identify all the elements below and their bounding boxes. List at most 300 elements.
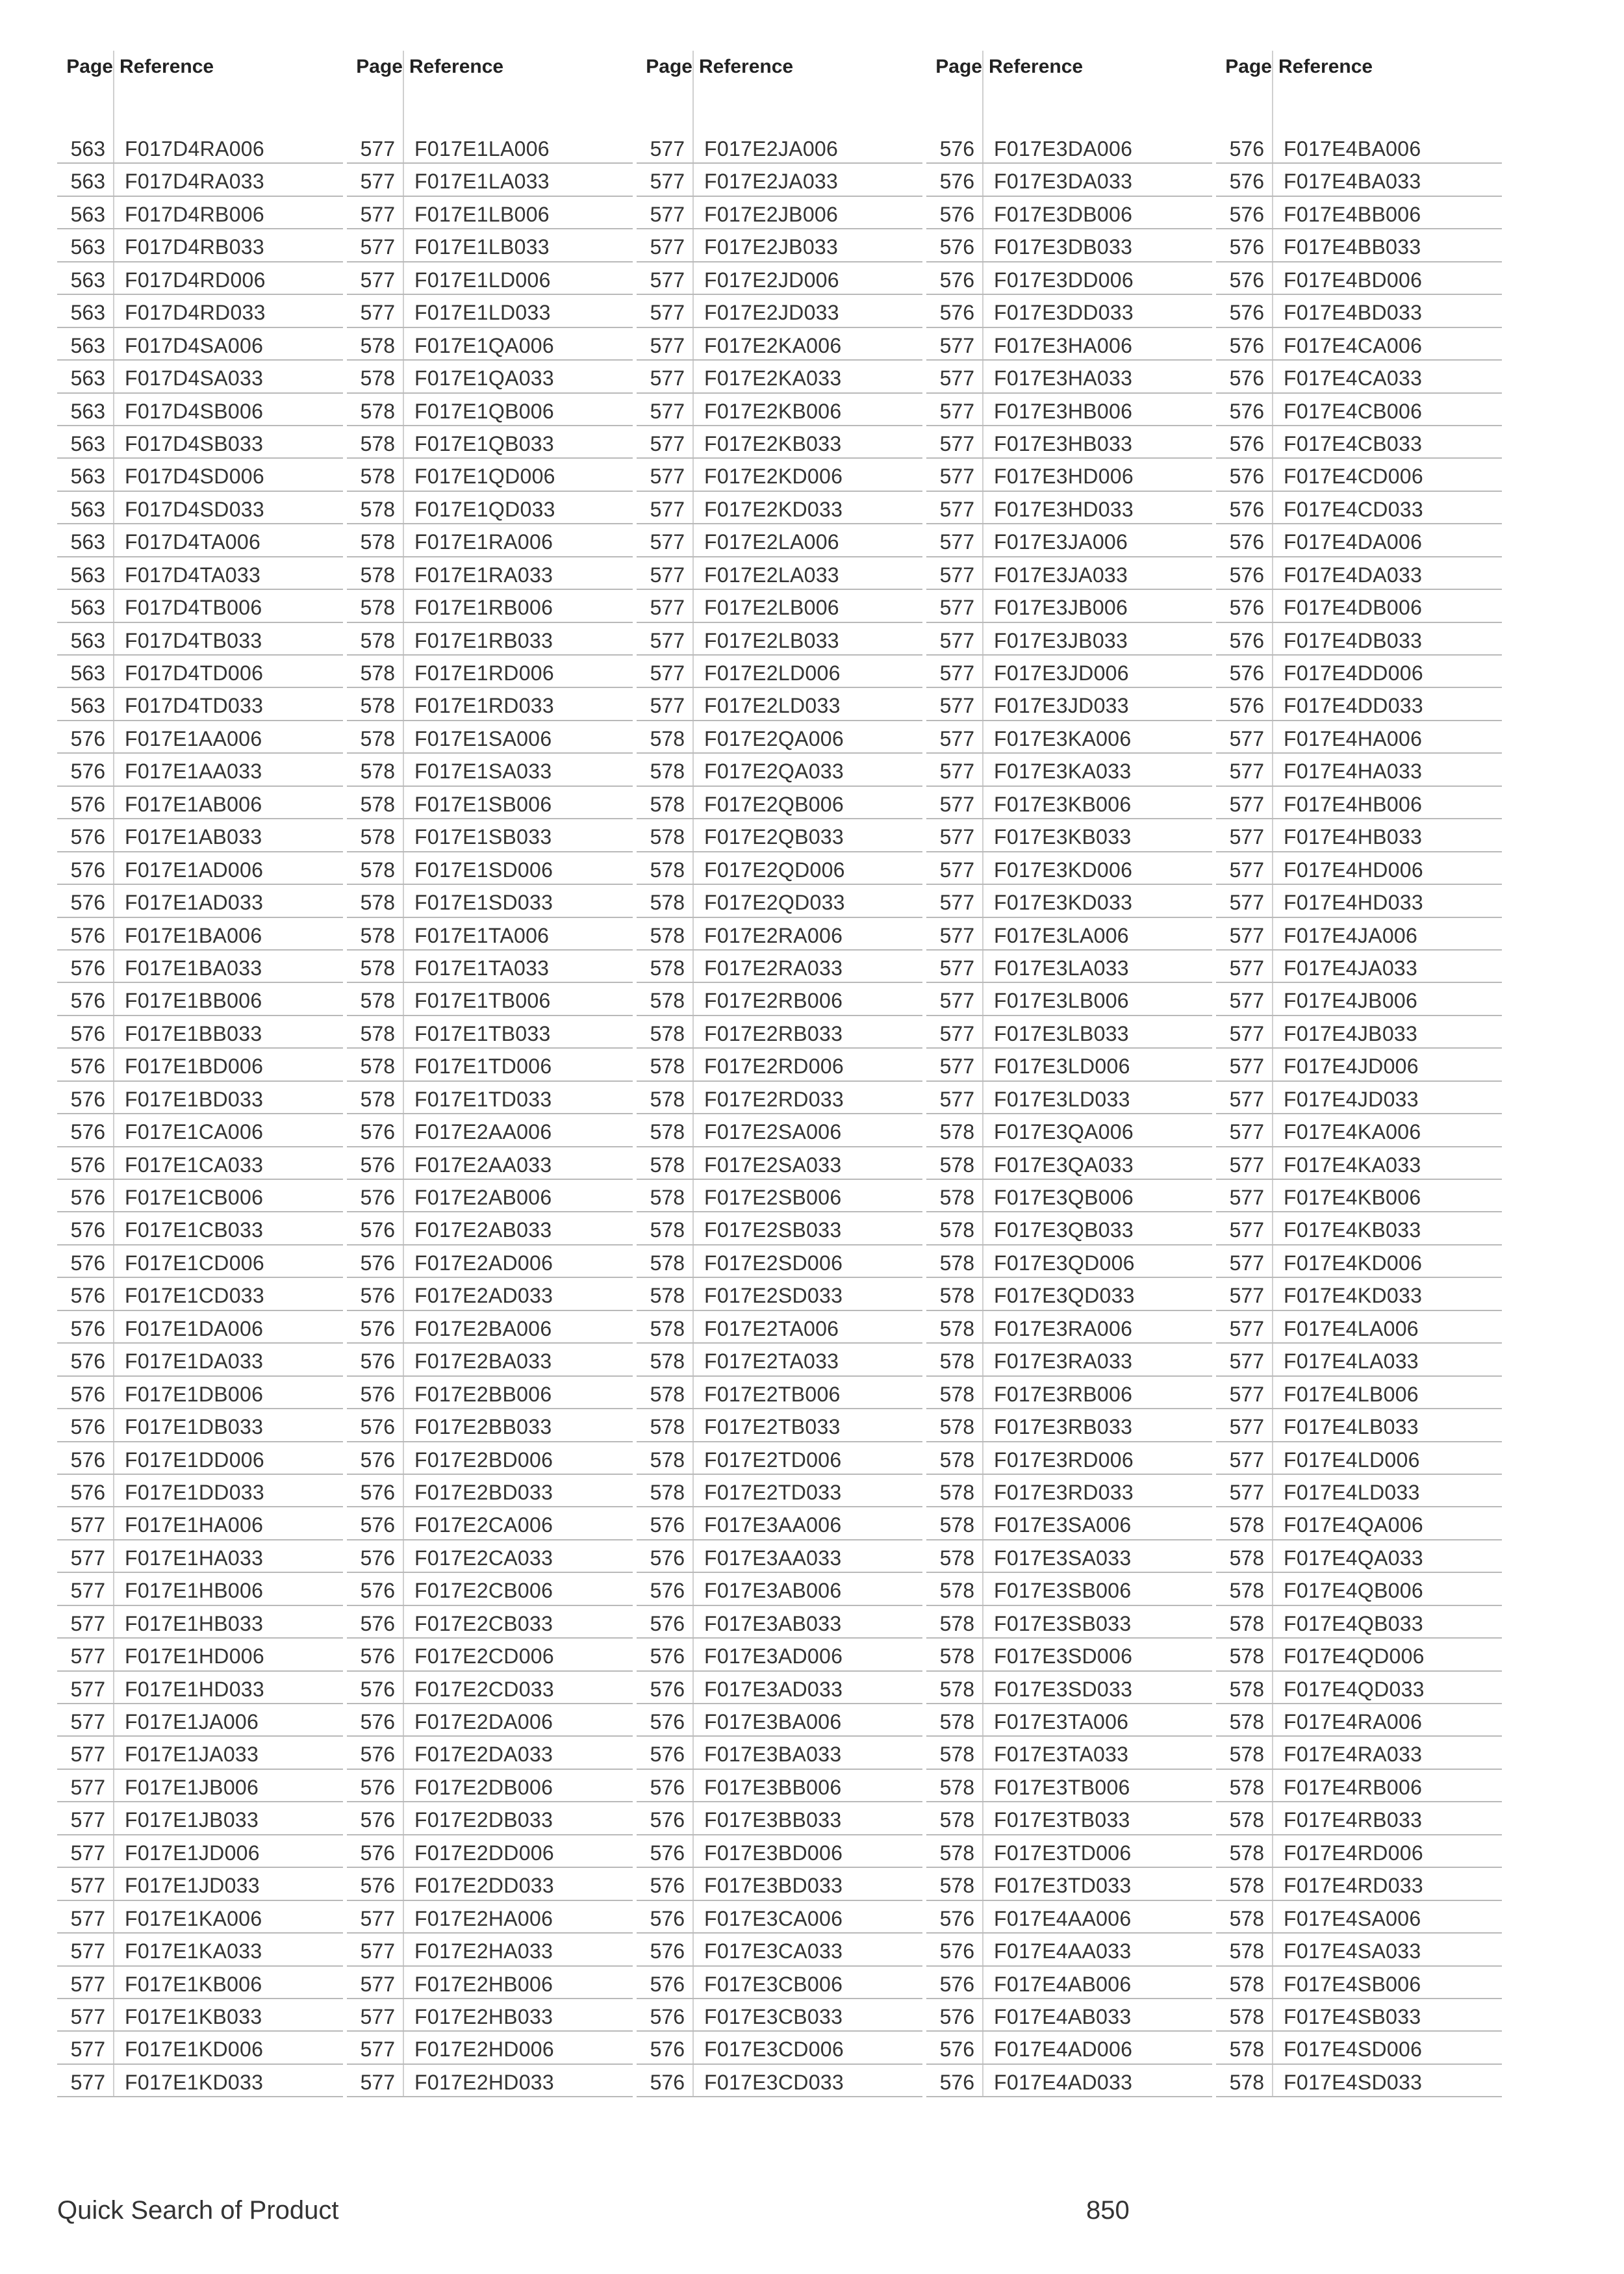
reference-cell: F017E2KA033 bbox=[704, 366, 842, 390]
table-row bbox=[57, 787, 343, 819]
reference-cell: F017E3KB006 bbox=[994, 792, 1132, 816]
row-divider bbox=[403, 1770, 404, 1801]
row-divider bbox=[982, 361, 983, 392]
reference-cell: F017E3RB033 bbox=[994, 1415, 1133, 1439]
table-row bbox=[637, 524, 922, 557]
table-row bbox=[926, 1934, 1212, 1966]
page-cell: 576 bbox=[70, 1153, 105, 1177]
page-cell: 576 bbox=[360, 1316, 395, 1340]
page-cell: 576 bbox=[360, 1218, 395, 1242]
table-row bbox=[1216, 754, 1502, 786]
page-cell: 577 bbox=[1229, 858, 1264, 882]
index-column bbox=[347, 51, 633, 2097]
table-row bbox=[926, 1672, 1212, 1704]
page-cell: 578 bbox=[650, 760, 685, 784]
table-row bbox=[637, 623, 922, 656]
page-cell: 577 bbox=[650, 137, 685, 160]
row-divider bbox=[692, 1901, 694, 1932]
reference-cell: F017D4TD033 bbox=[125, 694, 264, 718]
reference-cell: F017E4RB006 bbox=[1284, 1775, 1423, 1799]
table-row bbox=[637, 394, 922, 426]
reference-cell: F017D4RD033 bbox=[125, 301, 266, 325]
reference-cell: F017E4LA006 bbox=[1284, 1316, 1419, 1340]
page-cell: 577 bbox=[939, 399, 974, 423]
reference-cell: F017D4TD006 bbox=[125, 661, 264, 685]
table-row bbox=[57, 295, 343, 327]
reference-cell: F017E2SA006 bbox=[704, 1120, 842, 1144]
table-row bbox=[926, 1475, 1212, 1507]
table-row bbox=[926, 623, 1212, 656]
row-divider bbox=[1272, 426, 1273, 457]
table-row bbox=[347, 1246, 633, 1278]
page-cell: 576 bbox=[650, 1677, 685, 1701]
header-page: Page bbox=[1225, 56, 1272, 77]
reference-cell: F017E2DA006 bbox=[414, 1710, 553, 1733]
row-divider bbox=[692, 131, 694, 162]
row-divider bbox=[982, 1344, 983, 1375]
table-row bbox=[637, 2065, 922, 2097]
page-cell: 578 bbox=[360, 694, 395, 718]
reference-cell: F017E2BA033 bbox=[414, 1349, 552, 1373]
page-cell: 578 bbox=[939, 1808, 974, 1832]
reference-cell: F017E2RB033 bbox=[704, 1021, 843, 1045]
table-row bbox=[926, 1082, 1212, 1114]
page-cell: 576 bbox=[360, 1382, 395, 1406]
reference-cell: F017E1RA006 bbox=[414, 530, 553, 554]
row-divider bbox=[692, 295, 694, 326]
table-row bbox=[637, 1770, 922, 1802]
row-divider bbox=[403, 1049, 404, 1080]
page-cell: 577 bbox=[70, 2038, 105, 2062]
row-divider bbox=[1272, 1967, 1273, 1998]
reference-cell: F017E1CA033 bbox=[125, 1153, 264, 1177]
row-divider bbox=[692, 1409, 694, 1440]
page-cell: 577 bbox=[70, 1513, 105, 1537]
reference-cell: F017E3BD033 bbox=[704, 1874, 843, 1898]
reference-cell: F017D4SB006 bbox=[125, 399, 264, 423]
page-cell: 578 bbox=[360, 628, 395, 652]
page-cell: 576 bbox=[939, 202, 974, 226]
reference-cell: F017E4KA006 bbox=[1284, 1120, 1421, 1144]
page-cell: 578 bbox=[939, 1415, 974, 1439]
reference-cell: F017E4CD033 bbox=[1284, 497, 1423, 521]
table-row bbox=[57, 524, 343, 557]
row-divider bbox=[403, 1967, 404, 1998]
page-cell: 576 bbox=[650, 1841, 685, 1865]
reference-cell: F017E1SA033 bbox=[414, 760, 552, 784]
row-divider bbox=[403, 754, 404, 785]
reference-cell: F017E3KA033 bbox=[994, 760, 1132, 784]
row-divider bbox=[113, 2032, 114, 2063]
reference-cell: F017E4JA006 bbox=[1284, 923, 1418, 947]
table-row bbox=[57, 1507, 343, 1540]
row-divider bbox=[403, 197, 404, 228]
table-row bbox=[1216, 2032, 1502, 2064]
table-row bbox=[926, 2065, 1212, 2097]
page-cell: 576 bbox=[1229, 465, 1264, 489]
row-divider bbox=[1272, 885, 1273, 916]
row-divider bbox=[403, 1180, 404, 1211]
table-row bbox=[347, 1180, 633, 1212]
row-divider bbox=[982, 524, 983, 556]
row-divider bbox=[403, 787, 404, 818]
page-cell: 577 bbox=[939, 431, 974, 455]
table-row bbox=[637, 2032, 922, 2064]
row-divider bbox=[982, 852, 983, 884]
row-divider bbox=[692, 557, 694, 589]
table-row bbox=[347, 262, 633, 295]
page-cell: 577 bbox=[1229, 1316, 1264, 1340]
row-divider bbox=[982, 787, 983, 818]
reference-cell: F017E2JA006 bbox=[704, 137, 839, 160]
table-row bbox=[637, 1540, 922, 1573]
table-row bbox=[637, 1377, 922, 1409]
reference-cell: F017E2KB033 bbox=[704, 431, 842, 455]
row-divider bbox=[113, 1180, 114, 1211]
row-divider bbox=[982, 1311, 983, 1342]
table-row bbox=[926, 918, 1212, 951]
page-cell: 576 bbox=[70, 1021, 105, 1045]
row-divider bbox=[692, 1704, 694, 1735]
table-row bbox=[926, 295, 1212, 327]
table-row bbox=[637, 852, 922, 885]
row-divider bbox=[982, 1606, 983, 1637]
row-divider bbox=[982, 1770, 983, 1801]
row-divider bbox=[403, 983, 404, 1014]
row-divider bbox=[982, 1901, 983, 1932]
reference-cell: F017E2HA033 bbox=[414, 1939, 553, 1963]
row-divider bbox=[692, 1212, 694, 1244]
table-row bbox=[57, 885, 343, 917]
page-cell: 576 bbox=[70, 1087, 105, 1111]
page-cell: 576 bbox=[939, 2038, 974, 2062]
row-divider bbox=[113, 721, 114, 752]
table-row bbox=[1216, 492, 1502, 524]
row-divider bbox=[1272, 1507, 1273, 1539]
table-row bbox=[347, 1868, 633, 1900]
row-divider bbox=[692, 164, 694, 195]
row-divider bbox=[403, 885, 404, 916]
page-cell: 577 bbox=[650, 366, 685, 390]
page-cell: 576 bbox=[360, 1186, 395, 1209]
page-cell: 577 bbox=[650, 301, 685, 325]
page-cell: 578 bbox=[939, 1644, 974, 1668]
header-page: Page bbox=[646, 56, 692, 77]
reference-cell: F017E2CB033 bbox=[414, 1611, 553, 1635]
row-divider bbox=[982, 885, 983, 916]
row-divider bbox=[692, 1507, 694, 1539]
page-cell: 576 bbox=[1229, 596, 1264, 620]
table-row bbox=[637, 1278, 922, 1310]
reference-cell: F017E1TB006 bbox=[414, 989, 551, 1013]
row-divider bbox=[113, 656, 114, 687]
page-cell: 578 bbox=[939, 1611, 974, 1635]
table-row bbox=[926, 1147, 1212, 1180]
table-row bbox=[637, 328, 922, 361]
table-row bbox=[1216, 1016, 1502, 1049]
row-divider bbox=[403, 1573, 404, 1604]
row-divider bbox=[403, 394, 404, 425]
reference-cell: F017E3CA006 bbox=[704, 1906, 843, 1930]
row-divider bbox=[1272, 1246, 1273, 1277]
page-cell: 576 bbox=[1229, 268, 1264, 292]
row-divider bbox=[403, 590, 404, 621]
page-cell: 576 bbox=[70, 726, 105, 750]
reference-cell: F017E2BB006 bbox=[414, 1382, 552, 1406]
page-cell: 576 bbox=[650, 2070, 685, 2094]
table-row bbox=[637, 1737, 922, 1769]
row-divider bbox=[1272, 295, 1273, 326]
row-divider bbox=[1272, 1639, 1273, 1670]
page-cell: 576 bbox=[1229, 333, 1264, 357]
table-row bbox=[926, 426, 1212, 459]
page-cell: 576 bbox=[939, 137, 974, 160]
table-row bbox=[926, 885, 1212, 917]
page-cell: 578 bbox=[939, 1874, 974, 1898]
reference-cell: F017E3CD033 bbox=[704, 2070, 844, 2094]
reference-cell: F017E2JD006 bbox=[704, 268, 839, 292]
reference-cell: F017E1RD033 bbox=[414, 694, 554, 718]
table-row bbox=[926, 852, 1212, 885]
table-row bbox=[926, 361, 1212, 393]
reference-cell: F017E1JB033 bbox=[125, 1808, 259, 1832]
page-cell: 577 bbox=[1229, 1415, 1264, 1439]
page-cell: 578 bbox=[360, 431, 395, 455]
row-divider bbox=[982, 197, 983, 228]
row-divider bbox=[403, 131, 404, 162]
reference-cell: F017E3JB006 bbox=[994, 596, 1128, 620]
table-row bbox=[57, 1770, 343, 1802]
reference-cell: F017E3RD006 bbox=[994, 1448, 1134, 1472]
page-cell: 578 bbox=[360, 825, 395, 849]
table-row bbox=[1216, 1114, 1502, 1147]
row-divider bbox=[403, 295, 404, 326]
reference-cell: F017E1KB033 bbox=[125, 2004, 262, 2028]
table-row bbox=[57, 1967, 343, 1999]
page-cell: 576 bbox=[650, 1611, 685, 1635]
page-cell: 578 bbox=[360, 465, 395, 489]
page-cell: 577 bbox=[650, 399, 685, 423]
table-row bbox=[1216, 721, 1502, 754]
row-divider bbox=[692, 1967, 694, 1998]
page-cell: 578 bbox=[650, 891, 685, 915]
row-divider bbox=[692, 1180, 694, 1211]
index-column bbox=[57, 51, 343, 2097]
page-cell: 577 bbox=[360, 170, 395, 194]
reference-cell: F017E1BD033 bbox=[125, 1087, 264, 1111]
reference-cell: F017E3SA006 bbox=[994, 1513, 1132, 1537]
row-divider bbox=[113, 1278, 114, 1309]
table-row bbox=[347, 754, 633, 786]
page-cell: 576 bbox=[360, 1710, 395, 1733]
reference-cell: F017E4HD033 bbox=[1284, 891, 1423, 915]
table-row bbox=[926, 1442, 1212, 1475]
reference-cell: F017D4RA006 bbox=[125, 137, 264, 160]
table-row bbox=[57, 2032, 343, 2064]
page-cell: 577 bbox=[360, 1906, 395, 1930]
reference-cell: F017E3CB006 bbox=[704, 1972, 843, 1996]
row-divider bbox=[692, 1442, 694, 1474]
table-row bbox=[57, 1377, 343, 1409]
table-row bbox=[57, 361, 343, 393]
table-row bbox=[637, 229, 922, 262]
page-cell: 578 bbox=[360, 858, 395, 882]
page-cell: 576 bbox=[360, 1579, 395, 1603]
reference-cell: F017E2LB006 bbox=[704, 596, 839, 620]
row-divider bbox=[1272, 2032, 1273, 2063]
row-divider bbox=[1272, 590, 1273, 621]
table-row bbox=[637, 295, 922, 327]
row-divider bbox=[113, 361, 114, 392]
reference-cell: F017E2AD006 bbox=[414, 1251, 553, 1275]
row-divider bbox=[982, 459, 983, 490]
row-divider bbox=[692, 623, 694, 654]
row-divider bbox=[982, 1278, 983, 1309]
reference-cell: F017E2JB006 bbox=[704, 202, 839, 226]
table-row bbox=[637, 361, 922, 393]
table-row bbox=[1216, 1344, 1502, 1376]
page-cell: 577 bbox=[650, 170, 685, 194]
row-divider bbox=[692, 1672, 694, 1703]
reference-cell: F017E1DD006 bbox=[125, 1448, 264, 1472]
page-cell: 576 bbox=[70, 825, 105, 849]
reference-cell: F017E3AB033 bbox=[704, 1611, 842, 1635]
page-cell: 578 bbox=[1229, 1939, 1264, 1963]
reference-cell: F017E2QB033 bbox=[704, 825, 844, 849]
table-row bbox=[637, 754, 922, 786]
page-cell: 577 bbox=[1229, 1480, 1264, 1504]
row-divider bbox=[982, 1835, 983, 1867]
row-divider bbox=[1272, 1835, 1273, 1867]
reference-cell: F017E3SA033 bbox=[994, 1546, 1132, 1570]
reference-cell: F017E4BD006 bbox=[1284, 268, 1423, 292]
page-cell: 578 bbox=[360, 923, 395, 947]
reference-cell: F017E2JB033 bbox=[704, 235, 839, 259]
page-cell: 577 bbox=[939, 497, 974, 521]
table-row bbox=[57, 1868, 343, 1900]
reference-cell: F017E3RA006 bbox=[994, 1316, 1133, 1340]
page-cell: 577 bbox=[939, 923, 974, 947]
reference-cell: F017E4CB033 bbox=[1284, 431, 1423, 455]
row-divider bbox=[113, 983, 114, 1014]
table-row bbox=[347, 1672, 633, 1704]
reference-cell: F017E4HB006 bbox=[1284, 792, 1423, 816]
page-cell: 578 bbox=[650, 1186, 685, 1209]
row-divider bbox=[403, 1212, 404, 1244]
row-divider bbox=[1272, 623, 1273, 654]
reference-cell: F017E3KD033 bbox=[994, 891, 1133, 915]
page-cell: 578 bbox=[650, 1349, 685, 1373]
page-cell: 563 bbox=[70, 465, 105, 489]
page-cell: 578 bbox=[650, 1153, 685, 1177]
reference-cell: F017E4BA033 bbox=[1284, 170, 1421, 194]
page-cell: 577 bbox=[70, 1710, 105, 1733]
page-cell: 576 bbox=[650, 1972, 685, 1996]
table-row bbox=[1216, 1082, 1502, 1114]
page-cell: 576 bbox=[939, 170, 974, 194]
row-divider bbox=[982, 1540, 983, 1572]
reference-cell: F017E4HA033 bbox=[1284, 760, 1423, 784]
table-row bbox=[637, 656, 922, 688]
reference-cell: F017E2HA006 bbox=[414, 1906, 553, 1930]
reference-cell: F017D4RB006 bbox=[125, 202, 264, 226]
reference-cell: F017E1TD006 bbox=[414, 1054, 552, 1079]
row-divider bbox=[1272, 361, 1273, 392]
page-cell: 576 bbox=[650, 1644, 685, 1668]
reference-cell: F017E1JA006 bbox=[125, 1710, 259, 1733]
table-row bbox=[637, 1573, 922, 1605]
reference-cell: F017E1AA006 bbox=[125, 726, 262, 750]
reference-cell: F017E1AB006 bbox=[125, 792, 262, 816]
page-cell: 576 bbox=[70, 760, 105, 784]
row-divider bbox=[113, 1082, 114, 1113]
reference-cell: F017E3JA033 bbox=[994, 563, 1128, 587]
page-cell: 577 bbox=[1229, 1251, 1264, 1275]
table-row bbox=[1216, 852, 1502, 885]
page-cell: 563 bbox=[70, 431, 105, 455]
row-divider bbox=[692, 524, 694, 556]
row-divider bbox=[692, 819, 694, 850]
reference-cell: F017E4AA006 bbox=[994, 1906, 1132, 1930]
row-divider bbox=[113, 426, 114, 457]
table-row bbox=[637, 1147, 922, 1180]
reference-cell: F017E3SB006 bbox=[994, 1579, 1132, 1603]
page-cell: 578 bbox=[650, 825, 685, 849]
reference-cell: F017E1JB006 bbox=[125, 1775, 259, 1799]
row-divider bbox=[113, 328, 114, 359]
page-cell: 577 bbox=[650, 563, 685, 587]
table-row bbox=[57, 1573, 343, 1605]
reference-cell: F017E2KA006 bbox=[704, 333, 842, 357]
row-divider bbox=[113, 1573, 114, 1604]
table-row bbox=[1216, 2065, 1502, 2097]
table-row bbox=[1216, 1606, 1502, 1639]
reference-cell: F017D4TA033 bbox=[125, 563, 261, 587]
table-row bbox=[637, 1180, 922, 1212]
page-cell: 578 bbox=[939, 1218, 974, 1242]
table-row bbox=[926, 1704, 1212, 1737]
reference-cell: F017E1QA006 bbox=[414, 333, 555, 357]
row-divider bbox=[403, 1278, 404, 1309]
reference-cell: F017E1RB006 bbox=[414, 596, 553, 620]
reference-cell: F017E4RA006 bbox=[1284, 1710, 1423, 1733]
reference-cell: F017E4BD033 bbox=[1284, 301, 1423, 325]
page-cell: 576 bbox=[939, 1906, 974, 1930]
reference-cell: F017E1HA033 bbox=[125, 1546, 264, 1570]
reference-cell: F017E2TB006 bbox=[704, 1382, 841, 1406]
table-row bbox=[347, 623, 633, 656]
table-row bbox=[347, 852, 633, 885]
reference-cell: F017E1AD006 bbox=[125, 858, 264, 882]
row-divider bbox=[982, 918, 983, 949]
reference-cell: F017E4KD006 bbox=[1284, 1251, 1423, 1275]
row-divider bbox=[1272, 1934, 1273, 1965]
row-divider bbox=[403, 1704, 404, 1735]
page-cell: 577 bbox=[360, 301, 395, 325]
reference-cell: F017E1BA033 bbox=[125, 956, 262, 980]
table-row bbox=[347, 394, 633, 426]
reference-cell: F017E1QB033 bbox=[414, 431, 555, 455]
reference-cell: F017E4CA006 bbox=[1284, 333, 1423, 357]
reference-cell: F017E2CB006 bbox=[414, 1579, 553, 1603]
page-cell: 576 bbox=[650, 1808, 685, 1832]
table-row bbox=[926, 229, 1212, 262]
reference-cell: F017E4BB006 bbox=[1284, 202, 1421, 226]
page-cell: 577 bbox=[650, 530, 685, 554]
table-row bbox=[1216, 1540, 1502, 1573]
table-row bbox=[57, 918, 343, 951]
table-row bbox=[1216, 1246, 1502, 1278]
